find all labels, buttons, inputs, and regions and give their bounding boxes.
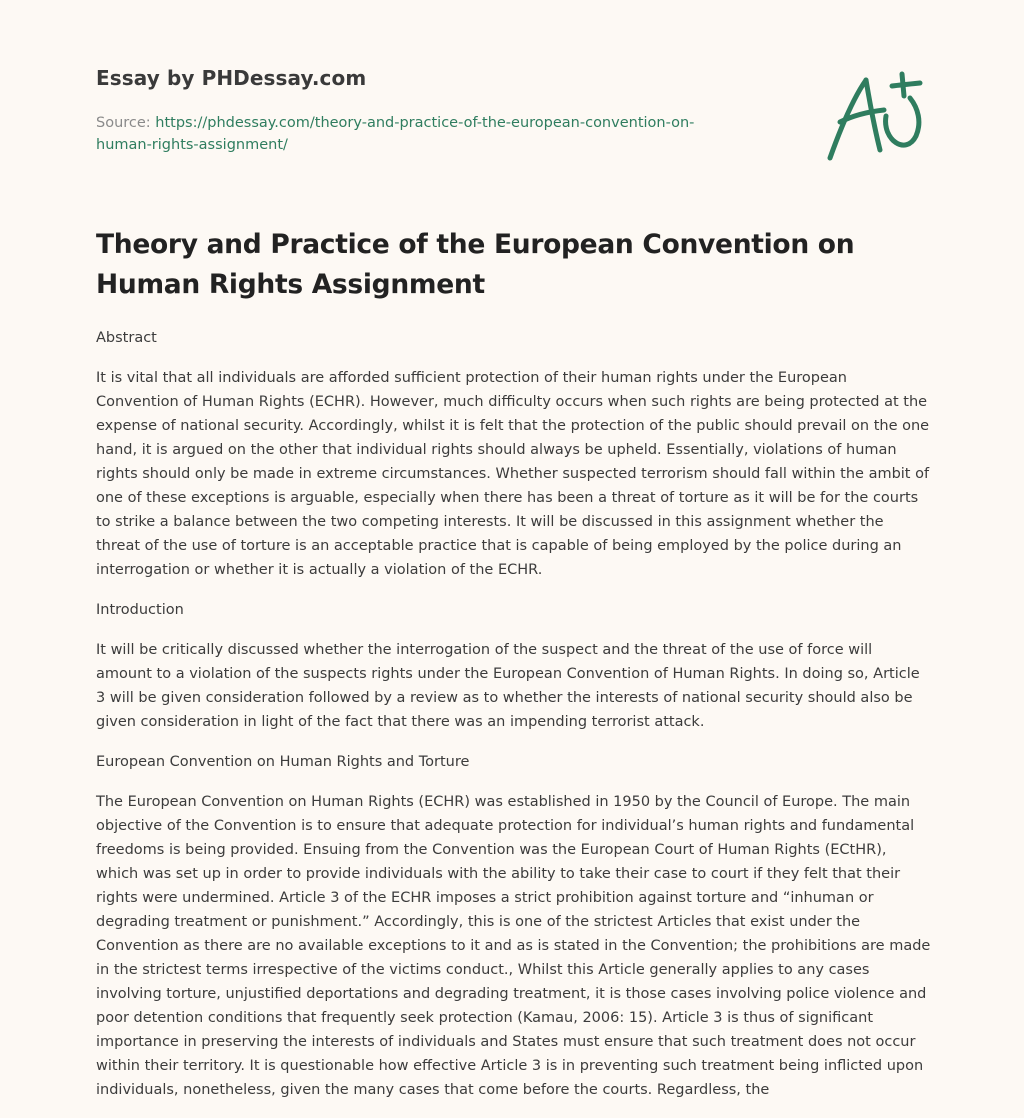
logo-plus-horizontal xyxy=(892,83,920,86)
article-body xyxy=(96,326,932,1118)
source-link[interactable]: https://phdessay.com/theory-and-practice-of-the-european-convention-on-human-rights-assignment/ xyxy=(96,115,695,153)
section-heading: European Convention on Human Rights and Torture xyxy=(96,754,470,770)
section-heading: Abstract xyxy=(96,330,157,346)
paragraph: The European Convention on Human Rights (ECHR) was established in 1950 by the Council of Europe. The main objective of the Convention is to ensure that adequate protection for individual’s human rights and fundamental freedoms is being provided. Ensuing from the Convention was the European Court of Human Rights (ECtHR), which was set up in order to provide individuals with the ability to take their case to court if they felt that their rights were undermined. Article 3 of the ECHR imposes a strict prohibition against torture and “inhuman or degrading treatment or punishment.” Accordingly, this is one of the strictest Articles that exist under the Convention as there are no available exceptions to it and as is stated in the Convention; the prohibitions are made in the strictest terms irrespective of the victims conduct., Whilst this Article generally applies to any cases involving torture, unjustified deportations and degrading treatment, it is those cases involving police violence and poor detention conditions that frequently seek protection (Kamau, 2006: 15). Article 3 is thus of significant importance in preserving the interests of individuals and States must ensure that such treatment does not occur within their territory. It is questionable how effective Article 3 is in preventing such treatment being inflicted upon individuals, nonetheless, given the many cases that come before the courts. Regardless, the xyxy=(96,794,931,1098)
paragraph: It will be critically discussed whether the interrogation of the suspect and the threat of the use of force will amount to a violation of the suspects rights under the European Convention of Human Rights. In doing so, Article 3 will be given consideration followed by a review as to whether the interests of national security should also be given consideration in light of the fact that there was an impending terrorist attack. xyxy=(96,642,920,730)
page-title: Theory and Practice of the European Convention on Human Rights Assignment xyxy=(96,229,855,300)
logo-loop xyxy=(886,98,919,145)
source-line xyxy=(96,112,736,156)
paragraph: It is vital that all individuals are afforded sufficient protection of their human rights under the European Convention of Human Rights (ECHR). However, much difficulty occurs when such rights are being protected at the expense of national security. Accordingly, whilst it is felt that the protection of the public should prevail on the one hand, it is argued on the other that individual rights should always be upheld. Essentially, violations of human rights should only be made in extreme circumstances. Whether suspected terrorism should fall within the ambit of one of these exceptions is arguable, especially when there has been a threat of torture as it will be for the courts to strike a balance between the two competing interests. It will be discussed in this assignment whether the threat of the use of torture is an acceptable practice that is capable of being employed by the police during an interrogation or whether it is actually a violation of the ECHR. xyxy=(96,370,930,578)
section-heading: Introduction xyxy=(96,602,184,618)
a-plus-logo-icon xyxy=(826,70,926,165)
source-label: Source: xyxy=(96,115,151,131)
site-brand: Essay by PHDessay.com xyxy=(96,66,367,90)
